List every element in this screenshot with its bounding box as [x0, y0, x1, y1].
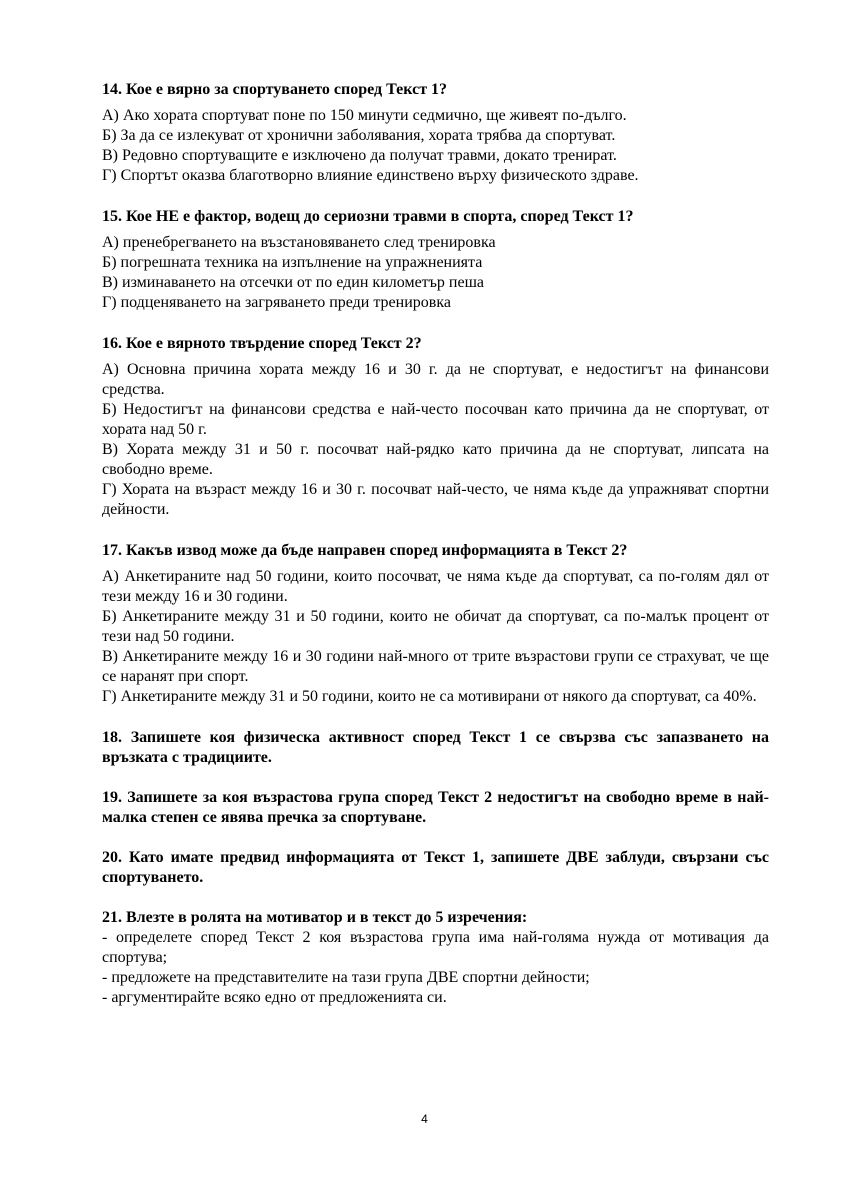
answer-option-b: Б) погрешната техника на изпълнение на упражненията	[102, 254, 483, 271]
answer-option-g: Г) Анкетираните между 31 и 50 години, които не са мотивирани от някого да спортуват, са 40%.	[102, 688, 757, 705]
question-17	[102, 541, 769, 707]
task-item: - аргументирайте всяко едно от предложенията си.	[102, 989, 447, 1006]
answer-option-a: А) пренебрегването на възстановяването след тренировка	[102, 234, 496, 251]
question-19	[102, 788, 769, 828]
answer-option-b: Б) Недостигът на финансови средства е най-често посочван като причина да не спортуват, от хората над 50 г.	[102, 401, 769, 438]
answer-option-g: Г) Хората на възраст между 16 и 30 г. посочват най-често, че няма къде да упражняват спортни дейности.	[102, 481, 769, 518]
answer-option-a: А) Анкетираните над 50 години, които посочват, че няма къде да спортуват, са по-голям дял от тези между 16 и 30 години.	[102, 568, 769, 605]
answer-option-b: Б) За да се излекуват от хронични заболявания, хората трябва да спортуват.	[102, 127, 616, 144]
answer-option-v: В) Анкетираните между 16 и 30 години най-много от трите възрастови групи се страхуват, че ще се наранят при спорт.	[102, 648, 769, 685]
question-title: 18. Запишете коя физическа активност според Текст 1 се свързва със запазването на връзката с традициите.	[102, 729, 769, 766]
question-title: 20. Като имате предвид информацията от Текст 1, запишете ДВЕ заблуди, свързани със спортуването.	[102, 849, 769, 886]
question-16	[102, 334, 769, 520]
question-title: 19. Запишете за коя възрастова група според Текст 2 недостигът на свободно време в най-малка степен се явява пречка за спортуване.	[102, 789, 769, 826]
answer-option-v: В) изминаването на отсечки от по един километър пеша	[102, 274, 485, 291]
answer-option-v: В) Хората между 31 и 50 г. посочват най-рядко като причина да не спортуват, липсата на свободно време.	[102, 441, 769, 478]
question-20	[102, 848, 769, 888]
answer-option-g: Г) Спортът оказва благотворно влияние единствено върху физическото здраве.	[102, 167, 639, 184]
page-number: 4	[421, 1112, 428, 1126]
question-18	[102, 728, 769, 768]
question-15	[102, 207, 769, 313]
answer-option-g: Г) подценяването на загряването преди тренировка	[102, 294, 451, 311]
question-14	[102, 80, 769, 186]
question-title: 15. Кое НЕ е фактор, водещ до сериозни травми в спорта, според Текст 1?	[102, 208, 634, 225]
task-item: - предложете на представителите на тази група ДВЕ спортни дейности;	[102, 969, 590, 986]
document-page	[102, 80, 769, 1029]
question-21	[102, 908, 769, 1008]
answer-option-b: Б) Анкетираните между 31 и 50 години, които не обичат да спортуват, са по-малък процент от тези над 50 години.	[102, 608, 769, 645]
question-title: 21. Влезте в ролята на мотиватор и в текст до 5 изречения:	[102, 909, 528, 926]
task-item: - определете според Текст 2 коя възрастова група има най-голяма нужда от мотивация да спортува;	[102, 929, 769, 966]
question-title: 16. Кое е вярното твърдение според Текст 2?	[102, 335, 422, 352]
question-title: 14. Кое е вярно за спортуването според Текст 1?	[102, 81, 448, 98]
question-title: 17. Какъв извод може да бъде направен според информацията в Текст 2?	[102, 542, 628, 559]
answer-option-a: А) Основна причина хората между 16 и 30 г. да не спортуват, е недостигът на финансови средства.	[102, 361, 769, 398]
answer-option-a: А) Ако хората спортуват поне по 150 минути седмично, ще живеят по-дълго.	[102, 107, 627, 124]
answer-option-v: В) Редовно спортуващите е изключено да получат травми, докато тренират.	[102, 147, 617, 164]
